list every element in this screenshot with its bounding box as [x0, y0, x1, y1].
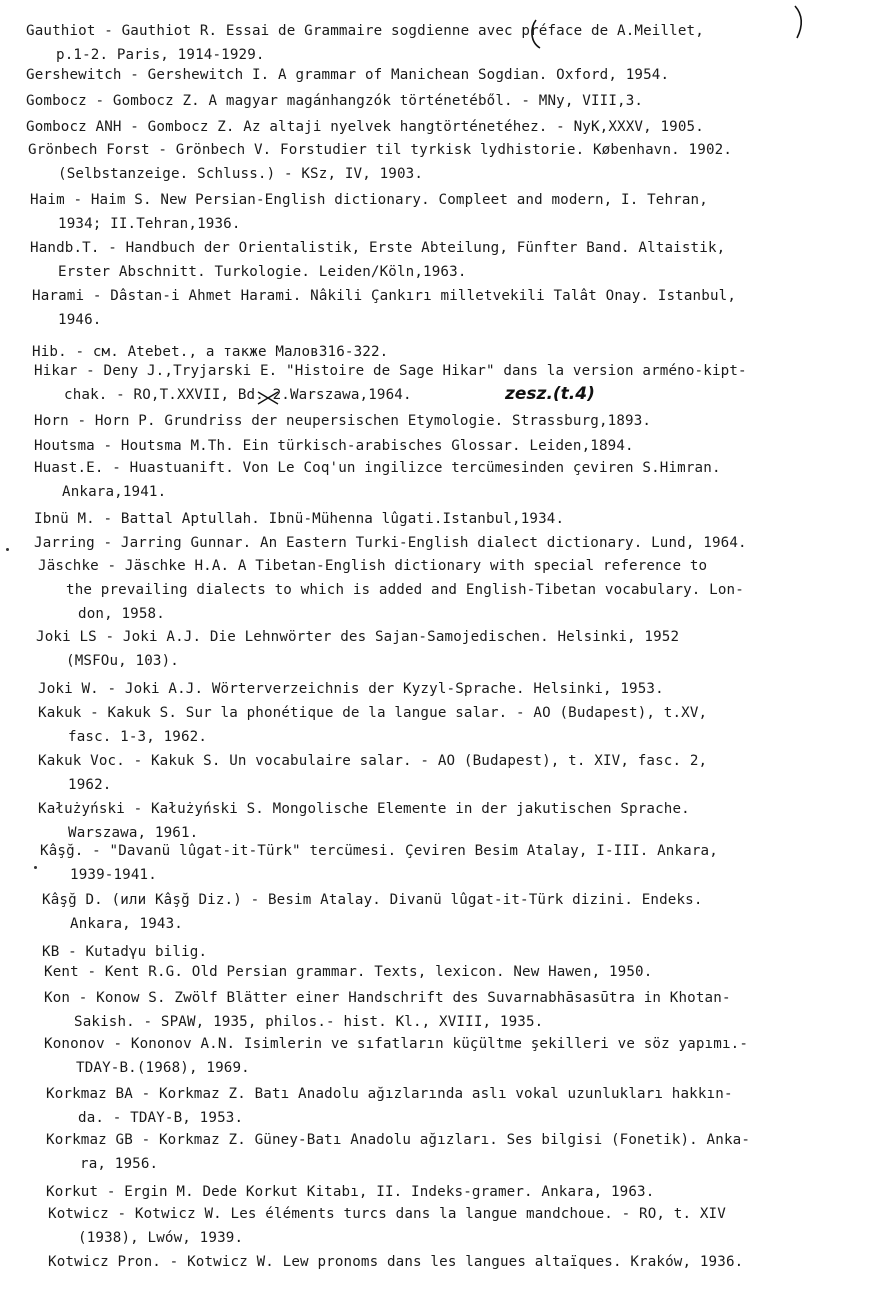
entry-line: Kâşğ. - "Davanü lûgat-it-Türk" tercümesi. Çeviren Besim Atalay, I-III. Ankara, — [40, 843, 718, 859]
entry-continuation-line: Ankara, 1943. — [70, 916, 183, 932]
entry-line: Handb.T. - Handbuch der Orientalistik, Erste Abteilung, Fünfter Band. Altaistik, — [30, 240, 726, 256]
entry-continuation-line: p.1-2. Paris, 1914-1929. — [56, 47, 265, 63]
entry-continuation-line: Warszawa, 1961. — [68, 825, 199, 841]
entry-line: Kent - Kent R.G. Old Persian grammar. Texts, lexicon. New Hawen, 1950. — [44, 964, 653, 980]
margin-dot — [34, 866, 37, 869]
entry-line: Horn - Horn P. Grundriss der neupersischen Etymologie. Strassburg,1893. — [34, 413, 652, 429]
entry-line: Jarring - Jarring Gunnar. An Eastern Turki-English dialect dictionary. Lund, 1964. — [34, 535, 747, 551]
entry-line: Joki W. - Joki A.J. Wörterverzeichnis der Kyzyl-Sprache. Helsinki, 1953. — [38, 681, 664, 697]
entry-line: Houtsma - Houtsma M.Th. Ein türkisch-arabisches Glossar. Leiden,1894. — [34, 438, 634, 454]
entry-line: Kononov - Kononov A.N. Isimlerin ve sıfatların küçültme şekilleri ve söz yapımı.- — [44, 1036, 749, 1052]
entry-line: Kakuk - Kakuk S. Sur la phonétique de la langue salar. - AO (Budapest), t.XV, — [38, 705, 708, 721]
entry-line: Jäschke - Jäschke H.A. A Tibetan-English dictionary with special reference to — [38, 558, 708, 574]
entry-line: Kakuk Voc. - Kakuk S. Un vocabulaire salar. - AO (Budapest), t. XIV, fasc. 2, — [38, 753, 708, 769]
entry-continuation-line: Ankara,1941. — [62, 484, 167, 500]
entry-continuation-line: (Selbstanzeige. Schluss.) - KSz, IV, 1903. — [58, 166, 424, 182]
entry-line: Gombocz - Gombocz Z. A magyar magánhangzók történetéből. - MNy, VIII,3. — [26, 93, 644, 109]
entry-line: Ibnü M. - Battal Aptullah. Ibnü-Mühenna lûgati.Istanbul,1934. — [34, 511, 565, 527]
entry-line: Korkmaz GB - Korkmaz Z. Güney-Batı Anadolu ağızları. Ses bilgisi (Fonetik). Anka- — [46, 1132, 751, 1148]
margin-dot — [6, 548, 9, 551]
entry-continuation-line: chak. - RO,T.XXVII, Bd. 2.Warszawa,1964. — [64, 387, 412, 403]
entry-continuation-line: fasc. 1-3, 1962. — [68, 729, 208, 745]
entry-continuation-line: (MSFOu, 103). — [66, 653, 179, 669]
entry-line: Grönbech Forst - Grönbech V. Forstudier til tyrkisk lydhistorie. København. 1902. — [28, 142, 733, 158]
entry-continuation-line: 1962. — [68, 777, 112, 793]
entry-continuation-line: (1938), Lwów, 1939. — [78, 1230, 244, 1246]
entry-line: Haim - Haim S. New Persian-English dictionary. Compleet and modern, I. Tehran, — [30, 192, 708, 208]
entry-continuation-line: 1939-1941. — [70, 867, 157, 883]
entry-line: Kałużyński - Kałużyński S. Mongolische Elemente in der jakutischen Sprache. — [38, 801, 690, 817]
entry-continuation-line: da. - TDAY-B, 1953. — [78, 1110, 244, 1126]
entry-line: Kotwicz - Kotwicz W. Les éléments turcs dans la langue mandchoue. - RO, t. XIV — [48, 1206, 726, 1222]
entry-line: KB - Kutadγu bilig. — [42, 944, 208, 960]
entry-continuation-line: 1946. — [58, 312, 102, 328]
entry-line: Korkmaz BA - Korkmaz Z. Batı Anadolu ağızlarında aslı vokal uzunlukları hakkın- — [46, 1086, 733, 1102]
entry-line: Kon - Konow S. Zwölf Blätter einer Handschrift des Suvarnabhāsasūtra in Khotan- — [44, 990, 731, 1006]
entry-line: Joki LS - Joki A.J. Die Lehnwörter des Sajan-Samojedischen. Helsinki, 1952 — [36, 629, 680, 645]
entry-continuation-line: Erster Abschnitt. Turkologie. Leiden/Köln,1963. — [58, 264, 467, 280]
entry-line: Huast.E. - Huastuanift. Von Le Coq'un ingilizce tercümesinden çeviren S.Himran. — [34, 460, 721, 476]
entry-continuation-line: don, 1958. — [78, 606, 165, 622]
entry-line: Kâşğ D. (или Kâşğ Diz.) - Besim Atalay. Divanü lûgat-it-Türk dizini. Endeks. — [42, 892, 703, 908]
entry-line: Gauthiot - Gauthiot R. Essai de Grammaire sogdienne avec préface de A.Meillet, — [26, 23, 704, 39]
entry-line: Harami - Dâstan-i Ahmet Harami. Nâkili Çankırı milletvekili Talât Onay. Istanbul, — [32, 288, 737, 304]
handwritten-annotation: zesz.(t.4) — [505, 384, 595, 404]
entry-line: Kotwicz Pron. - Kotwicz W. Lew pronoms dans les langues altaïques. Kraków, 1936. — [48, 1254, 744, 1270]
entry-line: Gombocz ANH - Gombocz Z. Az altaji nyelvek hangtörténetéhez. - NyK,XXXV, 1905. — [26, 119, 704, 135]
entry-continuation-line: Sakish. - SPAW, 1935, philos.- hist. Kl., XVIII, 1935. — [74, 1014, 544, 1030]
entry-continuation-line: ra, 1956. — [80, 1156, 159, 1172]
entry-line: Gershewitch - Gershewitch I. A grammar of Manichean Sogdian. Oxford, 1954. — [26, 67, 670, 83]
entry-line: Hikar - Deny J.,Tryjarski E. "Histoire de Sage Hikar" dans la version arméno-kipt- — [34, 363, 747, 379]
entry-continuation-line: 1934; II.Tehran,1936. — [58, 216, 241, 232]
entry-continuation-line: TDAY-B.(1968), 1969. — [76, 1060, 250, 1076]
entry-line: Korkut - Ergin M. Dede Korkut Kitabı, II. Indeks-gramer. Ankara, 1963. — [46, 1184, 655, 1200]
entry-line: Hib. - см. Atebet., а также Малов316-322. — [32, 344, 389, 360]
entry-continuation-line: the prevailing dialects to which is added and English-Tibetan vocabulary. Lon- — [66, 582, 744, 598]
